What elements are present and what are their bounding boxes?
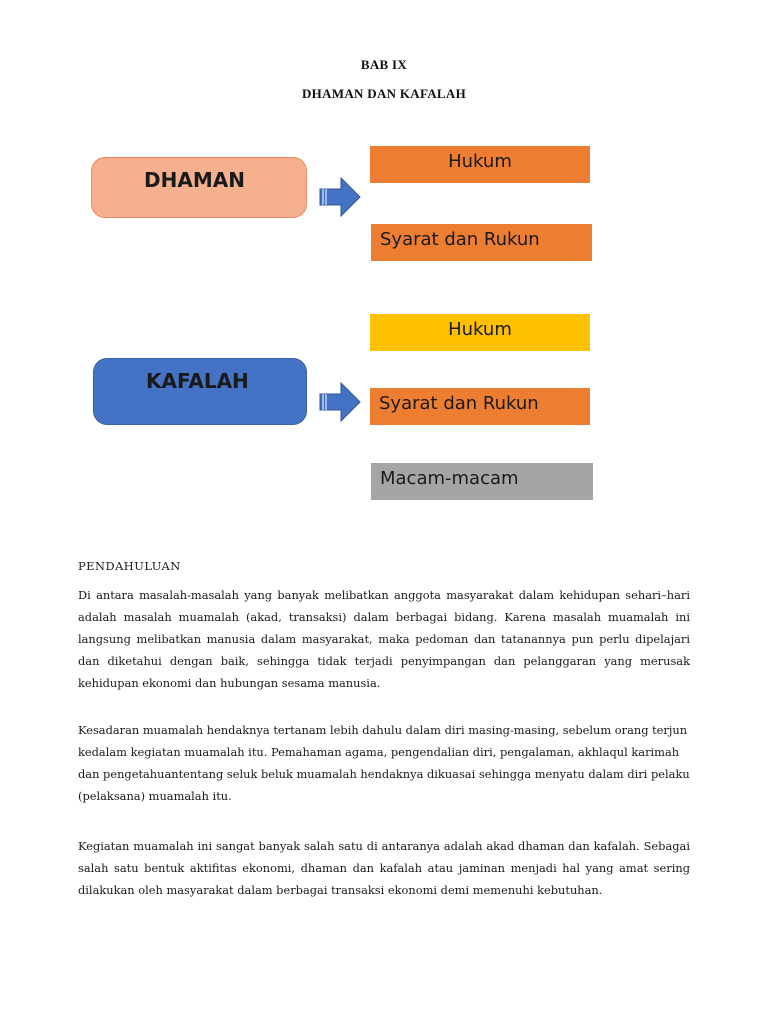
kafalah-item-syarat-rukun: Syarat dan Rukun (370, 388, 590, 425)
section-heading: PENDAHULUAN (78, 559, 181, 573)
kafalah-item-hukum: Hukum (370, 314, 590, 351)
right-arrow-icon (319, 177, 361, 217)
paragraph: Di antara masalah-masalah yang banyak melibatkan anggota masyarakat dalam kehidupan sehari–hari adalah masalah muamalah (akad, transaksi) dalam berbagai bidang. Karena masalah muamalah ini langsung melibatkan manusia dalam masyarakat, maka pedoman dan tatanannya pun perlu dipelajari dan diketahui dengan baik, sehingga tidak terjadi penyimpangan dan pelanggaran yang merusak kehidupan ekonomi dan hubungan sesama manusia. (78, 588, 690, 690)
dhaman-item-hukum: Hukum (370, 146, 590, 183)
chapter-number: BAB IX (360, 57, 408, 72)
right-arrow-icon (319, 382, 361, 422)
kafalah-item-macam-macam: Macam-macam (371, 463, 593, 500)
chapter-title: DHAMAN DAN KAFALAH (301, 86, 467, 101)
kafalah-box: KAFALAH (93, 358, 307, 425)
paragraph: Kegiatan muamalah ini sangat banyak salah satu di antaranya adalah akad dhaman dan kafalah. Sebagai salah satu bentuk aktifitas ekonomi, dhaman dan kafalah atau jaminan menjadi hal yang amat sering dilakukan oleh masyarakat dalam berbagai transaksi ekonomi demi memenuhi kebutuhan. (78, 839, 690, 897)
dhaman-item-syarat-rukun: Syarat dan Rukun (371, 224, 592, 261)
dhaman-box: DHAMAN (91, 157, 307, 218)
paragraph: Kesadaran muamalah hendaknya tertanam lebih dahulu dalam diri masing-masing, sebelum orang terjun kedalam kegiatan muamalah itu. Pemahaman agama, pengendalian diri, pengalaman, akhlaqul karimah dan pengetahuantentang seluk beluk muamalah hendaknya dikuasai sehingga menyatu dalam diri pelaku (pelaksana) muamalah itu. (78, 723, 690, 803)
